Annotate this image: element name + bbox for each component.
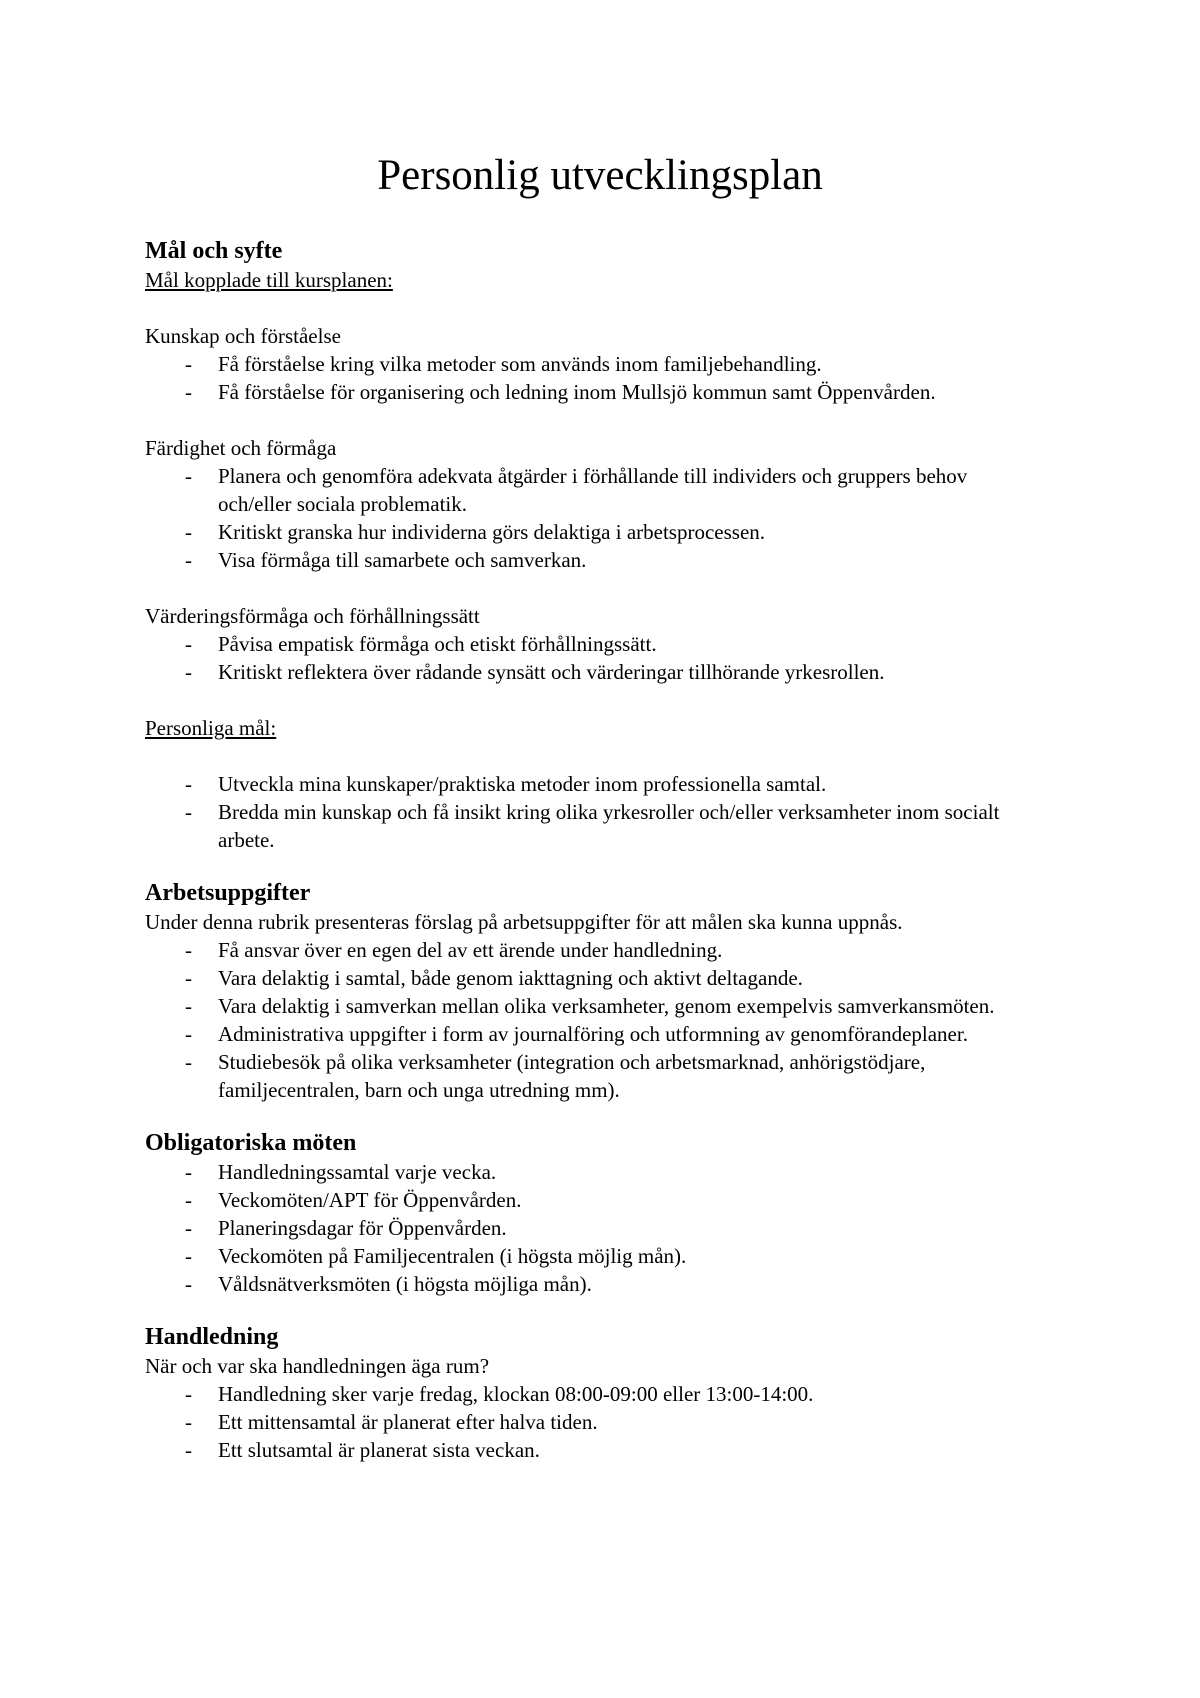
list-item: - Kritiskt reflektera över rådande synsätt och värderingar tillhörande yrkesrollen. (145, 658, 1025, 686)
list-item: - Få ansvar över en egen del av ett ärende under handledning. (145, 936, 1025, 964)
intro-arbetsuppgifter: Under denna rubrik presenteras förslag på arbetsuppgifter för att målen ska kunna uppnås. (145, 910, 903, 934)
list-obligatoriska-moten (145, 1158, 1100, 1298)
document-title: Personlig utvecklingsplan (377, 152, 823, 199)
intro-handledning: När och var ska handledningen äga rum? (145, 1354, 490, 1378)
subheading-kursplan: Mål kopplade till kursplanen: (145, 268, 393, 292)
list-item: - Få förståelse för organisering och ledning inom Mullsjö kommun samt Öppenvården. (145, 378, 1025, 406)
list-item: - Planera och genomföra adekvata åtgärder i förhållande till individers och gruppers behov och/eller sociala problematik. (145, 462, 1025, 518)
list-item: - Vara delaktig i samtal, både genom iakttagning och aktivt deltagande. (145, 964, 1025, 992)
list-item: - Utveckla mina kunskaper/praktiska metoder inom professionella samtal. (145, 770, 1025, 798)
list-item: - Visa förmåga till samarbete och samverkan. (145, 546, 1025, 574)
list-item: - Administrativa uppgifter i form av journalföring och utformning av genomförandeplaner. (145, 1020, 1025, 1048)
list-item: - Handledningssamtal varje vecka. (145, 1158, 1025, 1186)
list-item: - Bredda min kunskap och få insikt kring olika yrkesroller och/eller verksamheter inom socialt arbete. (145, 798, 1025, 854)
heading-mal-och-syfte: Mål och syfte (145, 238, 283, 264)
list-item: - Veckomöten/APT för Öppenvården. (145, 1186, 1025, 1214)
list-item: - Kritiskt granska hur individerna görs delaktiga i arbetsprocessen. (145, 518, 1025, 546)
list-item: - Påvisa empatisk förmåga och etiskt förhållningssätt. (145, 630, 1025, 658)
list-item: - Veckomöten på Familjecentralen (i högsta möjlig mån). (145, 1242, 1025, 1270)
list-item: - Våldsnätverksmöten (i högsta möjliga mån). (145, 1270, 1025, 1298)
list-item: - Ett slutsamtal är planerat sista veckan. (145, 1436, 1025, 1464)
list-item: - Få förståelse kring vilka metoder som används inom familjebehandling. (145, 350, 1025, 378)
heading-obligatoriska-moten: Obligatoriska möten (145, 1130, 357, 1156)
label-fardighet: Färdighet och förmåga (145, 436, 337, 460)
heading-handledning: Handledning (145, 1324, 279, 1350)
heading-arbetsuppgifter: Arbetsuppgifter (145, 880, 311, 906)
list-item: - Vara delaktig i samverkan mellan olika verksamheter, genom exempelvis samverkansmöten. (145, 992, 1025, 1020)
label-personliga-mal: Personliga mål: (145, 716, 277, 740)
list-arbetsuppgifter (145, 936, 1100, 1104)
list-fardighet (145, 462, 1100, 574)
label-vardering: Värderingsförmåga och förhållningssätt (145, 604, 480, 628)
label-kunskap: Kunskap och förståelse (145, 324, 341, 348)
list-handledning (145, 1380, 1100, 1464)
list-item: - Ett mittensamtal är planerat efter halva tiden. (145, 1408, 1025, 1436)
list-kunskap (145, 350, 1100, 406)
list-item: - Planeringsdagar för Öppenvården. (145, 1214, 1025, 1242)
list-vardering (145, 630, 1100, 686)
list-item: - Handledning sker varje fredag, klockan 08:00-09:00 eller 13:00-14:00. (145, 1380, 1025, 1408)
list-item: - Studiebesök på olika verksamheter (integration och arbetsmarknad, anhörigstödjare, familjecentralen, barn och unga utredning mm). (145, 1048, 1025, 1104)
list-personliga-mal (145, 770, 1100, 854)
